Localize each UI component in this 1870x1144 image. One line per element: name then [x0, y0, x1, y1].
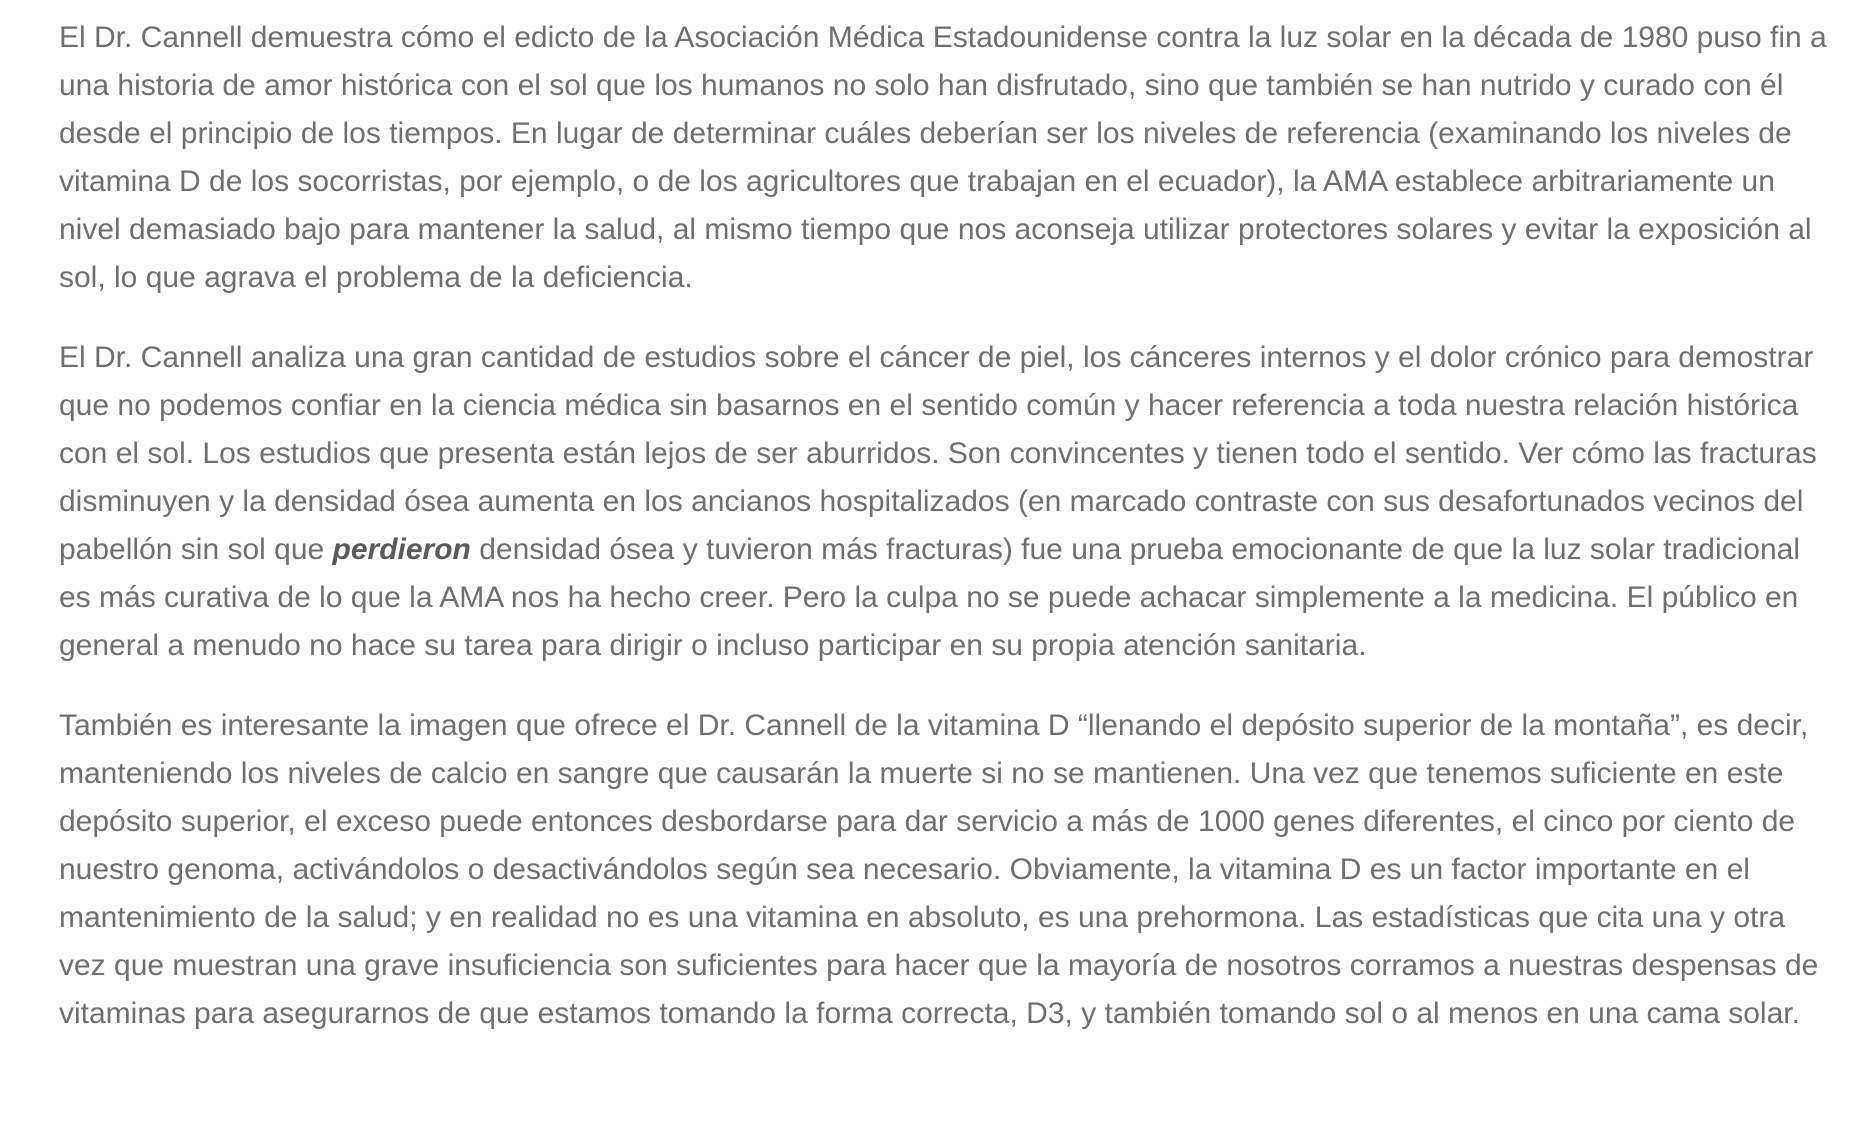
paragraph-2-text-before: El Dr. Cannell analiza una gran cantidad de estudios sobre el cáncer de piel, los cánceres internos y el dolor crónico para demostrar que no podemos confiar en la ciencia médica sin basarnos en el sentido común y hacer referencia a toda nuestra relación histórica con el sol. Los estudios que presenta están lejos de ser aburridos. Son convincentes y tienen todo el sentido. Ver cómo las fracturas disminuyen y la densidad ósea aumenta en los ancianos hospitalizados (en marcado contraste con sus desafortunados vecinos del pabellón sin sol que	[59, 341, 1817, 566]
article-body	[59, 14, 1829, 1070]
article-paragraph-1: El Dr. Cannell demuestra cómo el edicto de la Asociación Médica Estadounidense contra la luz solar en la década de 1980 puso fin a una historia de amor histórica con el sol que los humanos no solo han disfrutado, sino que también se han nutrido y curado con él desde el principio de los tiempos. En lugar de determinar cuáles deberían ser los niveles de referencia (examinando los niveles de vitamina D de los socorristas, por ejemplo, o de los agricultores que trabajan en el ecuador), la AMA establece arbitrariamente un nivel demasiado bajo para mantener la salud, al mismo tiempo que nos aconseja utilizar protectores solares y evitar la exposición al sol, lo que agrava el problema de la deficiencia.	[59, 21, 1827, 294]
article-paragraph-2	[59, 334, 1829, 670]
paragraph-2-text-after: densidad ósea y tuvieron más fracturas) fue una prueba emocionante de que la luz solar tradicional es más curativa de lo que la AMA nos ha hecho creer. Pero la culpa no se puede achacar simplemente a la medicina. El público en general a menudo no hace su tarea para dirigir o incluso participar en su propia atención sanitaria.	[59, 533, 1801, 662]
article-paragraph-3: También es interesante la imagen que ofrece el Dr. Cannell de la vitamina D “llenando el depósito superior de la montaña”, es decir, manteniendo los niveles de calcio en sangre que causarán la muerte si no se mantienen. Una vez que tenemos suficiente en este depósito superior, el exceso puede entonces desbordarse para dar servicio a más de 1000 genes diferentes, el cinco por ciento de nuestro genoma, activándolos o desactivándolos según sea necesario. Obviamente, la vitamina D es un factor importante en el mantenimiento de la salud; y en realidad no es una vitamina en absoluto, es una prehormona. Las estadísticas que cita una y otra vez que muestran una grave insuficiencia son suficientes para hacer que la mayoría de nosotros corramos a nuestras despensas de vitaminas para asegurarnos de que estamos tomando la forma correcta, D3, y también tomando sol o al menos en una cama solar.	[59, 709, 1819, 1030]
emphasized-word: perdieron	[332, 533, 471, 566]
